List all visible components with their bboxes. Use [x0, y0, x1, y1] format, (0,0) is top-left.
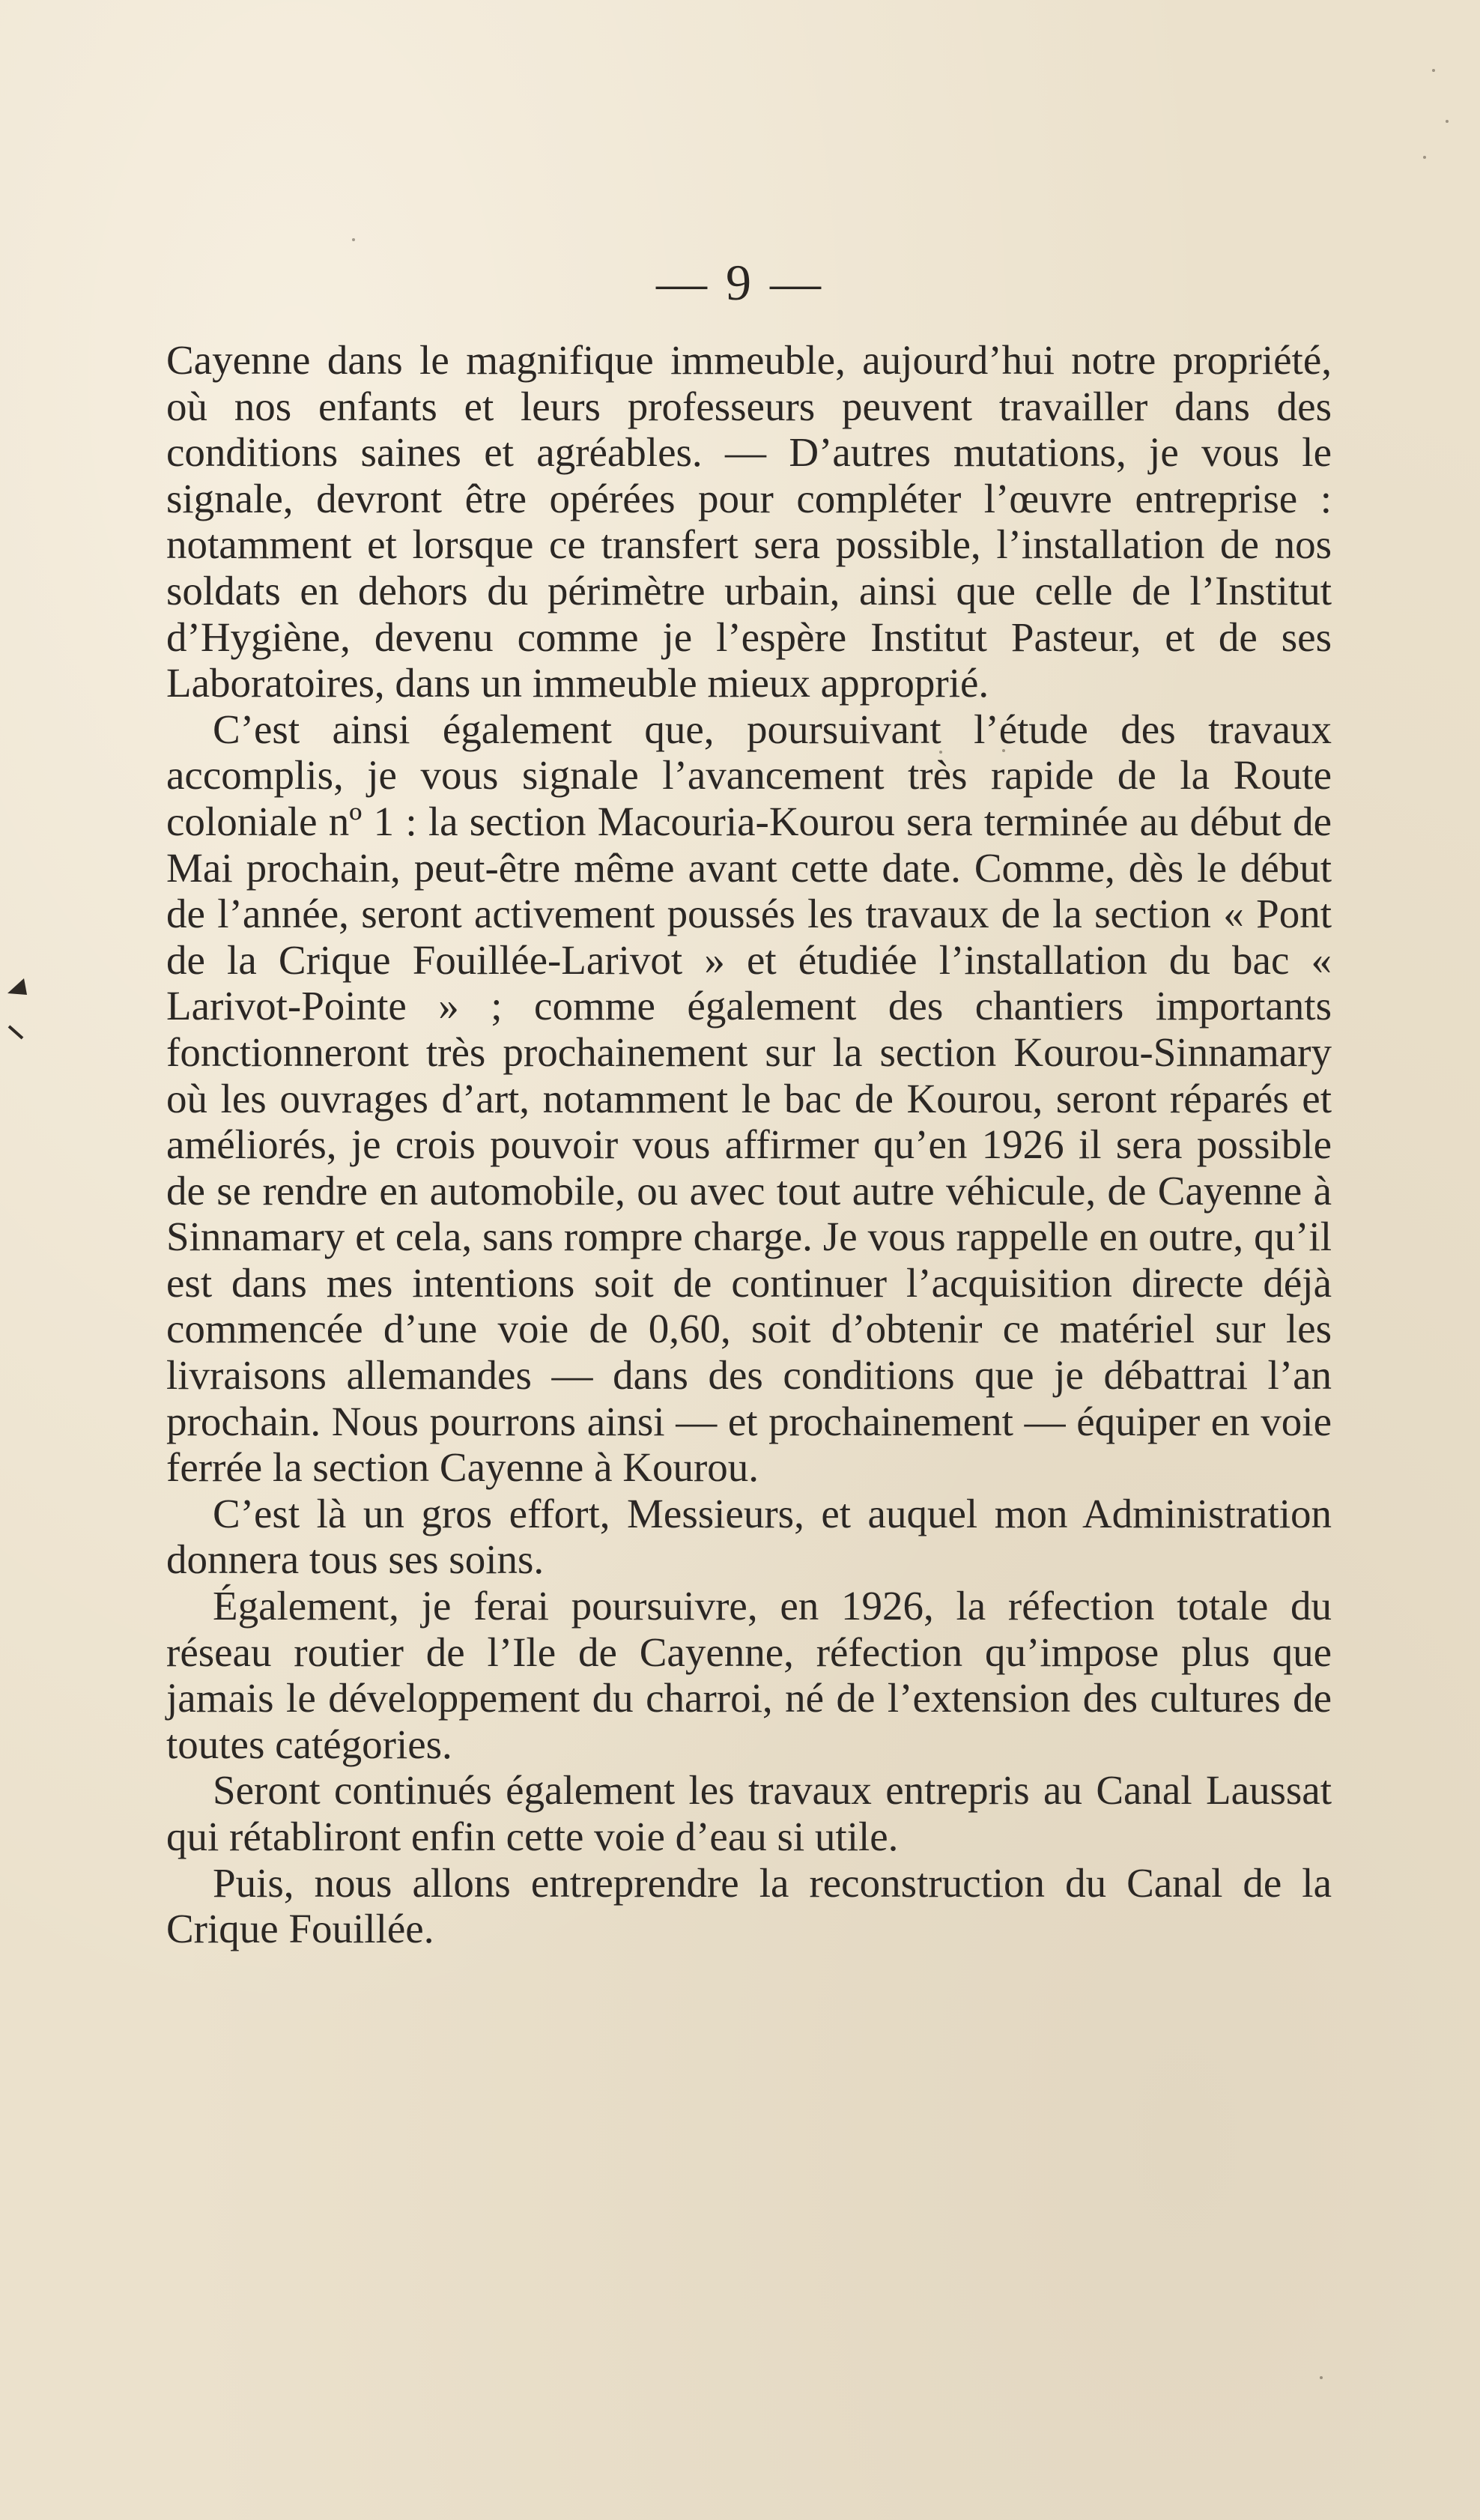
body-text	[166, 337, 1332, 1952]
scan-speck	[1002, 749, 1005, 752]
margin-mark-arrow-icon	[4, 972, 31, 1040]
scan-speck	[1213, 1611, 1216, 1614]
scan-speck	[1320, 2376, 1323, 2379]
page-number: — 9 —	[656, 254, 824, 311]
scan-speck	[1446, 120, 1449, 123]
scan-speck	[1432, 69, 1435, 72]
paragraph-2: C’est ainsi également que, poursuivant l’étude des travaux accomplis, je vous signale l’avancement très rapide de la Route coloniale nº 1 : la section Macouria-Kourou sera terminée au début de Mai prochain, peut-être même avant cette date. Comme, dès le début de l’année, seront activement poussés les travaux de la section « Pont de la Crique Fouillée-Larivot » et étudiée l’installation du bac « Larivot-Pointe » ; comme également des chantiers importants fonctionneront très prochainement sur la section Kourou-Sinnamary où les ouvrages d’art, notamment le bac de Kourou, seront réparés et améliorés, je crois pouvoir vous affirmer qu’en 1926 il sera possible de se rendre en automobile, ou avec tout autre véhicule, de Cayenne à Sinnamary et cela, sans rompre charge. Je vous rappelle en outre, qu’il est dans mes intentions soit de continuer l’acquisition directe déjà commencée d’une voie de 0,60, soit d’obtenir ce matériel sur les livraisons allemandes — dans des conditions que je débattrai l’an prochain. Nous pourrons ainsi — et prochainement — équiper en voie ferrée la section Cayenne à Kourou.	[166, 706, 1332, 1491]
paragraph-1: Cayenne dans le magnifique immeuble, aujourd’hui notre propriété, où nos enfants et leurs professeurs peuvent travailler dans des conditions saines et agréables. — D’autres mutations, je vous le signale, devront être opérées pour compléter l’œuvre entreprise : notamment et lorsque ce transfert sera possible, l’installation de nos soldats en dehors du périmètre urbain, ainsi que celle de l’Institut d’Hygiène, devenu comme je l’espère Institut Pasteur, et de ses Laboratoires, dans un immeuble mieux approprié.	[166, 337, 1332, 706]
scan-speck	[1423, 156, 1426, 159]
scan-speck	[939, 751, 942, 754]
paragraph-5: Seront continués également les travaux entrepris au Canal Laussat qui rétabliront enfin cette voie d’eau si utile.	[166, 1767, 1332, 1859]
paragraph-6: Puis, nous allons entreprendre la reconstruction du Canal de la Crique Fouillée.	[166, 1859, 1332, 1952]
paragraph-4: Également, je ferai poursuivre, en 1926, la réfection totale du réseau routier de l’Ile de Cayenne, réfection qu’impose plus que jamais le développement du charroi, né de l’extension des cultures de toutes catégories.	[166, 1583, 1332, 1767]
scan-speck	[352, 238, 355, 241]
paragraph-3: C’est là un gros effort, Messieurs, et auquel mon Administration donnera tous ses soins.	[166, 1490, 1332, 1583]
